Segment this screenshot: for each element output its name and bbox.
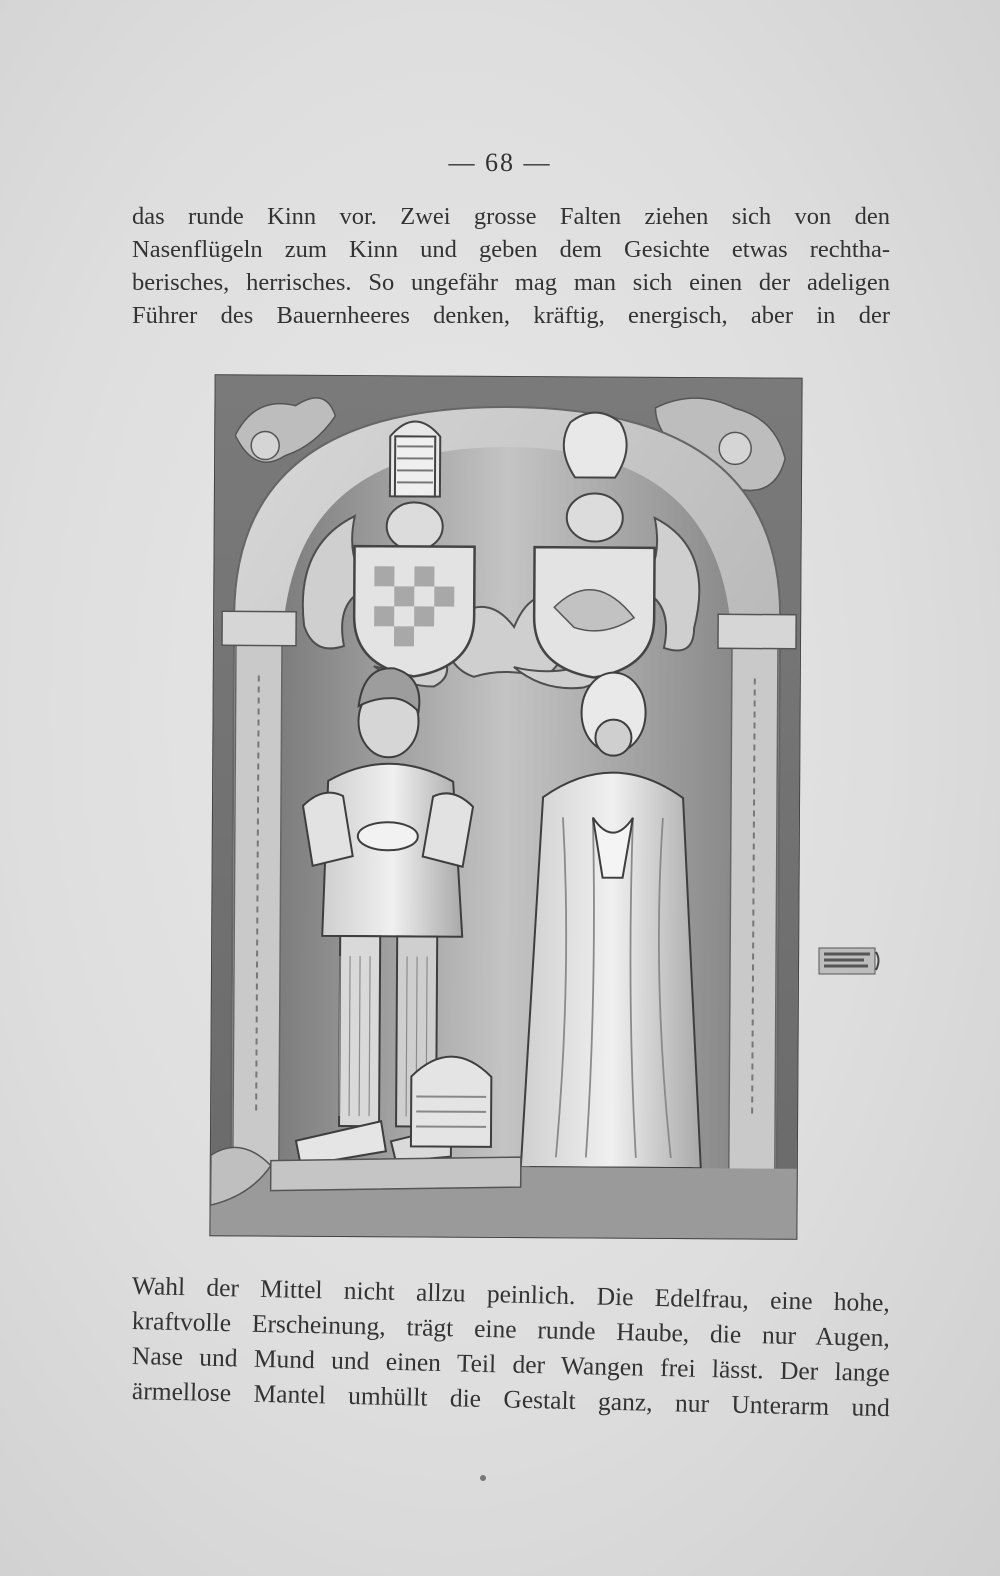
paragraph-top: [132, 200, 890, 332]
page-number: — 68 —: [448, 148, 552, 177]
text-line: das runde Kinn vor. Zwei grosse Falten ziehen sich von den: [132, 203, 890, 230]
paragraph-bottom: [131, 1268, 891, 1423]
helmet-crest-left: [387, 421, 444, 550]
text-line: ärmellose Mantel umhüllt die Gestalt ganz, nur Unterarm und: [131, 1376, 891, 1423]
text-line: Wahl der Mittel nicht allzu peinlich. Die Edelfrau, eine hohe,: [131, 1271, 891, 1318]
text-line: Führer des Bauernheeres denken, kräftig, energisch, aber in der: [132, 302, 890, 329]
text-line: kraftvolle Erscheinung, trägt eine runde Haube, die nur Augen,: [131, 1306, 891, 1353]
text-line: Nase und Mund und einen Teil der Wangen frei lässt. Der lange: [131, 1341, 891, 1388]
text-line: Nasenflügeln zum Kinn und geben dem Gesichte etwas rechtha-: [132, 236, 890, 263]
tomb-relief-photo: [209, 374, 802, 1240]
ink-smudge: [478, 1470, 488, 1480]
library-stamp: [818, 946, 882, 976]
pilaster-left: [232, 635, 282, 1235]
pilaster-right: [728, 638, 778, 1238]
helmet-at-feet: [411, 1056, 492, 1146]
text-line: berisches, herrisches. So ungefähr mag man sich einen der adeligen: [132, 269, 890, 296]
